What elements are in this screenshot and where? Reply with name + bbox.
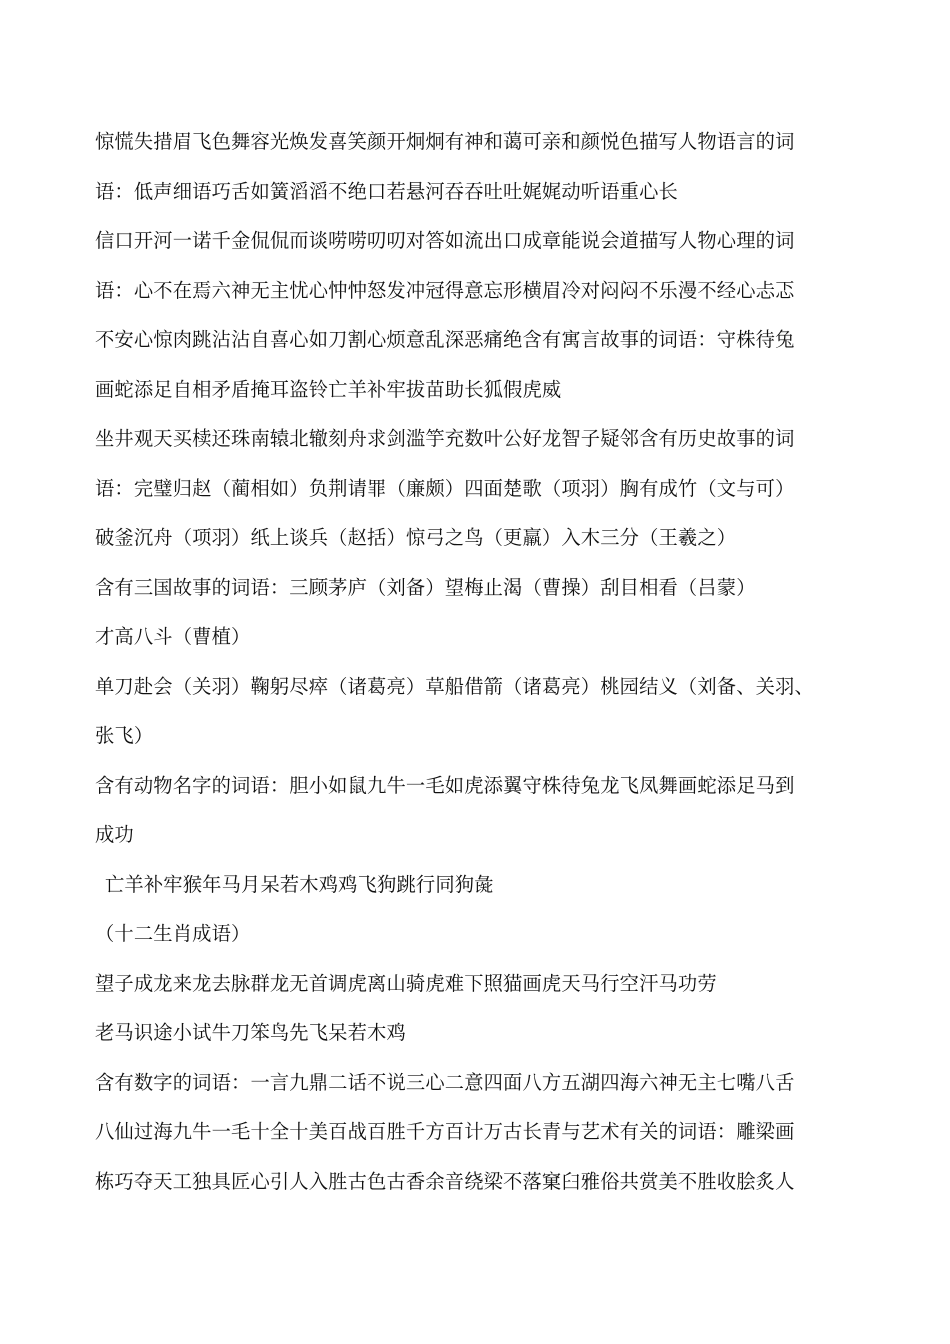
text-line: 望子成龙来龙去脉群龙无首调虎离山骑虎难下照猫画虎天马行空汗马功劳 (95, 971, 717, 995)
text-line: 语：完璧归赵（蔺相如）负荆请罪（廉颇）四面楚歌（项羽）胸有成竹（文与可） (95, 476, 795, 500)
text-line: （十二生肖成语） (95, 922, 251, 945)
text-line: 才高八斗（曹植） (95, 625, 251, 648)
text-line: 单刀赴会（关羽）鞠躬尽瘁（诸葛亮）草船借箭（诸葛亮）桃园结义（刘备、关羽、 (95, 674, 814, 698)
text-line: 亡羊补牢猴年马月呆若木鸡鸡飞狗跳行同狗彘 (105, 872, 494, 896)
document-body (95, 126, 855, 1215)
text-line: 含有动物名字的词语：胆小如鼠九牛一毛如虎添翼守株待兔龙飞凤舞画蛇添足马到 (95, 773, 795, 797)
text-line: 不安心惊肉跳沾沾自喜心如刀割心烦意乱深恶痛绝含有寓言故事的词语：守株待兔 (95, 328, 795, 351)
text-line: 惊慌失措眉飞色舞容光焕发喜笑颜开炯炯有神和蔼可亲和颜悦色描写人物语言的词 (95, 130, 795, 153)
text-line: 含有数字的词语：一言九鼎二话不说三心二意四面八方五湖四海六神无主七嘴八舌 (95, 1070, 795, 1094)
text-line: 画蛇添足自相矛盾掩耳盗铃亡羊补牢拔苗助长狐假虎威 (95, 377, 562, 401)
text-line: 成功 (95, 823, 134, 846)
text-line: 八仙过海九牛一毛十全十美百战百胜千方百计万古长青与艺术有关的词语：雕梁画 (95, 1120, 795, 1143)
text-line: 语：低声细语巧舌如簧滔滔不绝口若悬河吞吞吐吐娓娓动听语重心长 (95, 179, 678, 203)
text-line: 栋巧夺天工独具匠心引人入胜古色古香余音绕梁不落窠臼雅俗共赏美不胜收脍炙人 (95, 1169, 795, 1193)
text-line: 张飞） (95, 724, 154, 747)
text-line: 含有三国故事的词语：三顾茅庐（刘备）望梅止渴（曹操）刮目相看（吕蒙） (95, 575, 756, 599)
text-line: 老马识途小试牛刀笨鸟先飞呆若木鸡 (95, 1021, 406, 1044)
text-line: 坐井观天买椟还珠南辕北辙刻舟求剑滥竽充数叶公好龙智子疑邻含有历史故事的词 (95, 427, 795, 450)
text-line: 破釜沉舟（项羽）纸上谈兵（赵括）惊弓之鸟（更羸）入木三分（王羲之） (95, 526, 737, 549)
text-line: 信口开河一诺千金侃侃而谈唠唠叨叨对答如流出口成章能说会道描写人物心理的词 (95, 229, 795, 252)
text-line: 语：心不在焉六神无主忧心忡忡怒发冲冠得意忘形横眉冷对闷闷不乐漫不经心忐忑 (95, 278, 795, 302)
